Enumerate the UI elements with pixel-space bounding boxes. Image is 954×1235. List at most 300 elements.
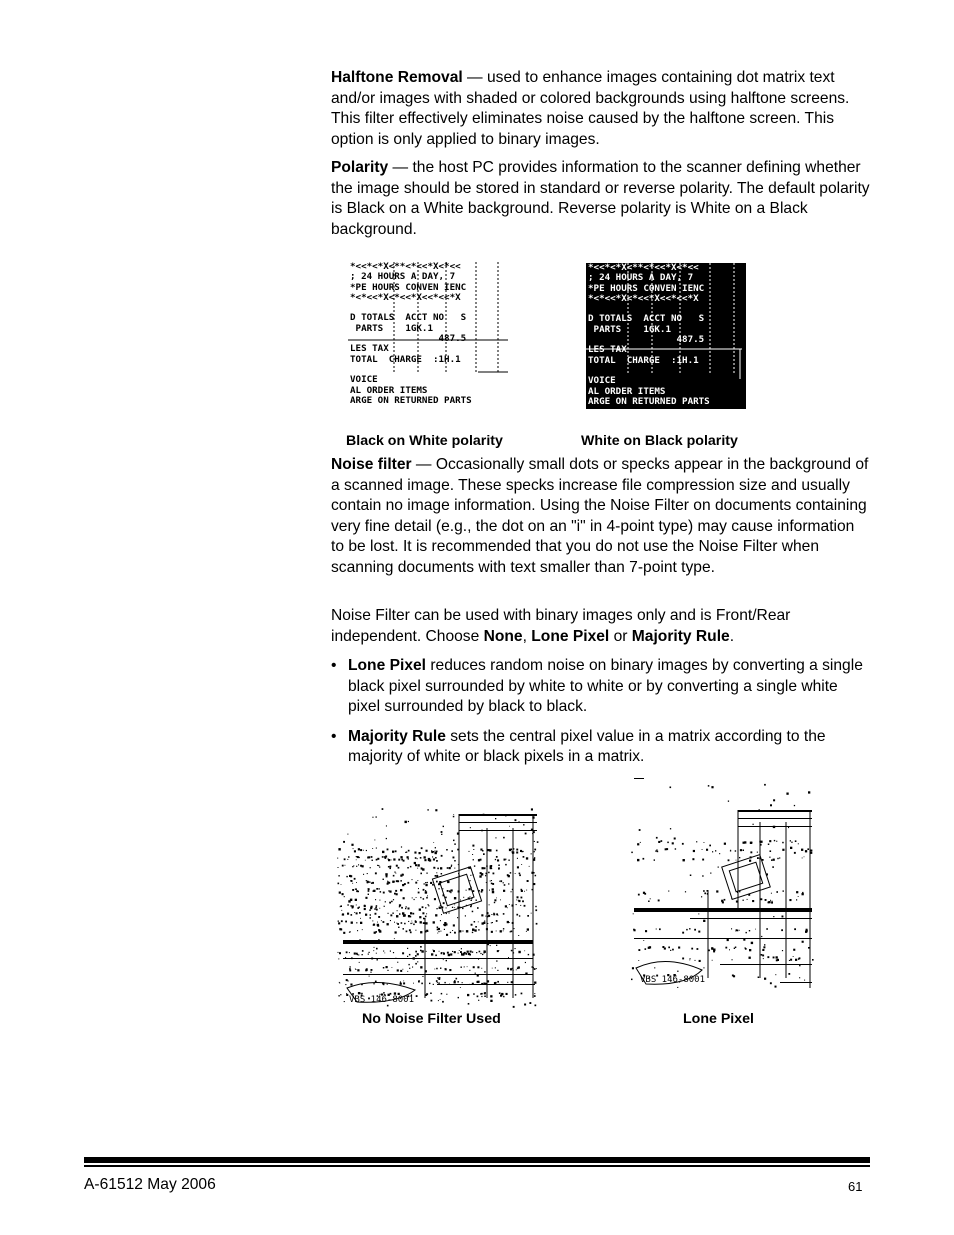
noise-speck bbox=[782, 950, 783, 951]
noise-speck bbox=[532, 889, 533, 890]
noise-speck bbox=[740, 849, 742, 851]
noise-speck bbox=[685, 891, 686, 892]
noise-speck bbox=[445, 968, 447, 970]
noise-speck bbox=[412, 923, 413, 924]
noise-filter-paragraph bbox=[331, 455, 871, 578]
noise-speck bbox=[383, 967, 385, 969]
noise-speck bbox=[470, 880, 471, 881]
noise-speck bbox=[706, 849, 708, 851]
noise-speck bbox=[532, 816, 534, 818]
noise-speck bbox=[716, 890, 718, 892]
noise-speck bbox=[682, 908, 684, 910]
noise-speck bbox=[484, 921, 485, 922]
noise-speck bbox=[408, 858, 409, 859]
noise-speck bbox=[674, 838, 676, 840]
noise-speck bbox=[492, 968, 493, 969]
noise-speck bbox=[518, 935, 519, 936]
noise-speck bbox=[682, 932, 684, 934]
noise-speck bbox=[340, 929, 342, 931]
noise-speck bbox=[495, 859, 496, 860]
noise-speck bbox=[477, 996, 479, 998]
noise-speck bbox=[728, 859, 730, 861]
noise-speck bbox=[382, 851, 384, 853]
halftone-term: Halftone Removal bbox=[331, 69, 463, 86]
noise-speck bbox=[638, 960, 639, 961]
noise-speck bbox=[453, 924, 455, 926]
noise-speck bbox=[795, 840, 797, 842]
noise-speck bbox=[437, 933, 438, 934]
noise-speck bbox=[777, 959, 779, 961]
noise-speck bbox=[415, 864, 417, 866]
noise-speck bbox=[376, 816, 377, 817]
noise-speck bbox=[346, 876, 347, 877]
noise-speck bbox=[722, 901, 724, 903]
noise-speck bbox=[643, 892, 645, 894]
noise-speck bbox=[365, 897, 367, 899]
scanned-form-clean bbox=[630, 778, 814, 992]
noise-speck bbox=[353, 848, 354, 849]
noise-speck bbox=[360, 865, 362, 867]
noise-speck bbox=[416, 995, 418, 997]
noise-speck bbox=[482, 954, 483, 955]
noise-speck bbox=[382, 982, 384, 984]
noise-speck bbox=[344, 858, 346, 860]
noise-speck bbox=[810, 852, 812, 854]
noise-speck bbox=[512, 922, 514, 924]
noise-speck bbox=[769, 840, 771, 842]
noise-speck bbox=[747, 899, 748, 900]
bullet-majority-rule bbox=[331, 727, 871, 768]
noise-speck bbox=[458, 953, 459, 954]
noise-speck bbox=[443, 953, 445, 955]
noise-speck bbox=[463, 897, 464, 898]
noise-speck bbox=[743, 900, 744, 901]
noise-speck bbox=[427, 931, 428, 932]
noise-speck bbox=[426, 951, 427, 952]
separator-or: or bbox=[609, 627, 632, 645]
noise-speck bbox=[490, 865, 492, 867]
noise-speck bbox=[743, 939, 745, 941]
noise-speck bbox=[443, 952, 444, 953]
noise-speck bbox=[531, 913, 532, 914]
noise-speck bbox=[771, 893, 772, 894]
noise-speck bbox=[386, 876, 388, 878]
noise-speck bbox=[527, 915, 529, 917]
noise-speck bbox=[794, 805, 795, 806]
noise-speck bbox=[345, 921, 347, 923]
noise-speck bbox=[350, 984, 352, 986]
noise-speck bbox=[356, 859, 357, 860]
noise-speck bbox=[497, 981, 499, 983]
noise-speck bbox=[351, 914, 353, 916]
noise-speck bbox=[382, 808, 384, 810]
noise-speck bbox=[515, 994, 517, 996]
halftone-dash: — bbox=[462, 69, 487, 86]
noise-speck bbox=[691, 948, 693, 950]
halftone-text: used to enhance images containing dot matrix text and/or images with shaded or colored backgrounds using halftone screens. This filter effectively eliminates noise caused by the halftone screen. This option is only applied to binary images. bbox=[331, 69, 850, 148]
noise-speck bbox=[499, 881, 500, 882]
noise-speck bbox=[510, 872, 512, 874]
noise-speck bbox=[486, 865, 488, 867]
noise-speck bbox=[356, 866, 357, 867]
noise-speck bbox=[462, 908, 463, 909]
noise-speck bbox=[469, 954, 471, 956]
noise-speck bbox=[477, 907, 479, 909]
noise-speck bbox=[495, 967, 496, 968]
noise-speck bbox=[535, 1005, 537, 1007]
noise-speck bbox=[342, 893, 344, 895]
noise-speck bbox=[802, 893, 804, 895]
noise-speck bbox=[437, 868, 439, 870]
noise-speck bbox=[751, 942, 753, 944]
noise-speck bbox=[433, 950, 434, 951]
noise-speck bbox=[410, 932, 412, 934]
noise-speck bbox=[672, 842, 674, 844]
noise-speck bbox=[437, 982, 438, 983]
noise-speck bbox=[400, 880, 402, 882]
noise-speck bbox=[473, 966, 475, 968]
noise-speck bbox=[442, 888, 443, 889]
noise-speck bbox=[765, 899, 767, 901]
noise-speck bbox=[516, 914, 518, 916]
noise-speck bbox=[796, 899, 797, 900]
noise-speck bbox=[791, 842, 792, 843]
noise-speck bbox=[339, 952, 341, 954]
noise-speck bbox=[436, 968, 438, 970]
noise-speck bbox=[394, 872, 395, 873]
noise-speck bbox=[382, 856, 384, 858]
bullet-text: reduces random noise on binary images by converting a single black pixel surrounded by white to white or by converting a single white pixel surrounded by black to black. bbox=[348, 657, 863, 715]
noise-speck bbox=[492, 922, 493, 923]
noise-speck bbox=[798, 843, 799, 844]
noise-speck bbox=[395, 873, 396, 874]
noise-speck bbox=[659, 928, 661, 930]
noise-speck bbox=[757, 852, 758, 853]
noise-speck bbox=[433, 842, 434, 843]
noise-speck bbox=[367, 873, 368, 874]
noise-speck bbox=[657, 851, 659, 853]
noise-speck bbox=[798, 896, 799, 897]
noise-speck bbox=[709, 845, 711, 847]
noise-speck bbox=[806, 930, 808, 932]
noise-speck bbox=[773, 916, 774, 917]
noise-speck bbox=[409, 929, 411, 931]
noise-speck bbox=[359, 939, 361, 941]
noise-options-paragraph bbox=[331, 606, 871, 647]
noise-speck bbox=[359, 912, 361, 914]
noise-speck bbox=[703, 920, 705, 922]
noise-speck bbox=[368, 890, 370, 892]
noise-speck bbox=[373, 950, 374, 951]
noise-speck bbox=[387, 1005, 389, 1007]
noise-speck bbox=[487, 912, 488, 913]
noise-speck bbox=[362, 950, 364, 952]
noise-speck bbox=[736, 901, 738, 903]
noise-speck bbox=[340, 905, 342, 907]
noise-speck bbox=[697, 948, 699, 950]
noise-speck bbox=[488, 872, 490, 874]
noise-speck bbox=[356, 912, 358, 914]
noise-speck bbox=[449, 867, 451, 869]
noise-speck bbox=[375, 913, 377, 915]
noise-speck bbox=[446, 960, 447, 961]
noise-speck bbox=[435, 809, 437, 811]
noise-speck bbox=[711, 947, 713, 949]
noise-speck bbox=[438, 982, 440, 984]
noise-speck bbox=[383, 992, 385, 994]
noise-speck bbox=[414, 899, 415, 900]
noise-speck bbox=[519, 915, 520, 916]
noise-speck bbox=[436, 980, 438, 982]
noise-speck bbox=[503, 930, 504, 931]
noise-speck bbox=[419, 852, 421, 854]
noise-speck bbox=[373, 890, 375, 892]
noise-speck bbox=[369, 952, 370, 953]
noise-speck bbox=[428, 904, 429, 905]
noise-speck bbox=[454, 860, 456, 862]
black-on-white-image bbox=[348, 262, 518, 408]
noise-speck bbox=[402, 952, 404, 954]
noise-speck bbox=[494, 982, 496, 984]
noise-speck bbox=[534, 993, 535, 994]
noise-text: Occasionally small dots or specks appear in the background of a scanned image. These specks increase file compression size and usually contain no image information. Using the Noise Filter on documents containing very fine detail (e.g., the dot on an "i" in 4-point type) may cause information to be lost. It is recommended that you do not use the Noise Filter when scanning documents with text smaller than 7-point type. bbox=[331, 456, 869, 576]
noise-speck bbox=[417, 961, 418, 962]
noise-speck bbox=[790, 959, 792, 961]
noise-speck bbox=[425, 970, 427, 972]
noise-speck bbox=[376, 909, 378, 911]
caption-no-noise-filter: No Noise Filter Used bbox=[362, 1011, 501, 1027]
noise-speck bbox=[410, 916, 412, 918]
noise-speck bbox=[389, 891, 391, 893]
noise-speck bbox=[441, 906, 443, 908]
noise-speck bbox=[373, 924, 374, 925]
noise-speck bbox=[517, 866, 519, 868]
noise-speck bbox=[434, 969, 435, 970]
period: . bbox=[729, 627, 735, 645]
noise-speck bbox=[431, 850, 432, 851]
noise-speck bbox=[533, 883, 535, 885]
noise-speck bbox=[493, 873, 495, 875]
noise-speck bbox=[485, 875, 486, 876]
receipt-text-inverted: *<<*<*X<**<*<<*X<*<< ; 24 HOURS A DAY, 7 *PE HOURS CONVEN IENC *<*<<*X<*<<*X<<*<<*X D TOTALS ACCT NO S PARTS 1GK.1 487.5 LES TAX TOTAL CHARGE :1H.1 VOICE AL ORDER ITEMS ARGE ON RETURNED PARTS bbox=[588, 263, 710, 407]
noise-speck bbox=[503, 928, 504, 929]
noise-speck bbox=[410, 912, 412, 914]
noise-speck bbox=[374, 840, 375, 841]
noise-speck bbox=[472, 854, 473, 855]
noise-speck bbox=[345, 957, 346, 958]
noise-speck bbox=[388, 882, 390, 884]
noise-speck bbox=[394, 893, 396, 895]
noise-speck bbox=[464, 966, 465, 967]
noise-speck bbox=[356, 856, 357, 857]
noise-speck bbox=[438, 884, 440, 886]
noise-speck bbox=[793, 956, 794, 957]
noise-speck bbox=[702, 875, 703, 876]
noise-speck bbox=[428, 858, 430, 860]
noise-speck bbox=[396, 865, 398, 867]
noise-speck bbox=[776, 956, 778, 958]
noise-speck bbox=[401, 859, 403, 861]
noise-speck bbox=[480, 953, 481, 954]
noise-speck bbox=[514, 928, 515, 929]
footer-rule-thin bbox=[84, 1165, 870, 1167]
noise-speck bbox=[523, 856, 525, 858]
noise-speck bbox=[360, 849, 362, 851]
noise-speck bbox=[498, 865, 500, 867]
noise-speck bbox=[480, 993, 482, 995]
noise-speck bbox=[733, 975, 735, 977]
noise-speck bbox=[338, 848, 340, 850]
noise-speck bbox=[398, 859, 400, 861]
noise-speck bbox=[356, 905, 357, 906]
noise-speck bbox=[409, 968, 410, 969]
noise-speck bbox=[521, 890, 523, 892]
noise-speck bbox=[484, 996, 486, 998]
noise-speck bbox=[458, 890, 460, 892]
noise-speck bbox=[513, 1006, 515, 1008]
noise-speck bbox=[383, 951, 384, 952]
footer-doc-id: A-61512 May 2006 bbox=[84, 1176, 216, 1193]
noise-speck bbox=[500, 880, 502, 882]
noise-speck bbox=[438, 1000, 439, 1001]
noise-speck bbox=[421, 950, 423, 952]
noise-speck bbox=[364, 905, 366, 907]
noise-speck bbox=[475, 926, 477, 928]
noise-speck bbox=[631, 979, 633, 981]
noise-speck bbox=[762, 949, 764, 951]
noise-speck bbox=[509, 922, 510, 923]
noise-speck bbox=[432, 884, 434, 886]
noise-speck bbox=[694, 929, 696, 931]
noise-speck bbox=[643, 940, 644, 941]
noise-speck bbox=[481, 968, 482, 969]
noise-speck bbox=[401, 907, 403, 909]
noise-speck bbox=[395, 931, 397, 933]
noise-speck bbox=[436, 881, 438, 883]
noise-speck bbox=[683, 859, 685, 861]
noise-term: Noise filter bbox=[331, 456, 412, 473]
noise-speck bbox=[436, 872, 437, 873]
noise-speck bbox=[417, 864, 419, 866]
noise-speck bbox=[789, 899, 791, 901]
noise-speck bbox=[473, 849, 474, 850]
noise-speck bbox=[341, 884, 342, 885]
noise-speck bbox=[449, 984, 450, 985]
noise-speck bbox=[407, 882, 409, 884]
noise-speck bbox=[504, 859, 506, 861]
noise-speck bbox=[417, 868, 418, 869]
noise-options-text: Noise Filter can be used with binary images only and is Front/Rear independent. Choose bbox=[331, 607, 791, 645]
noise-speck bbox=[524, 1004, 526, 1006]
noise-speck bbox=[433, 921, 435, 923]
noise-speck bbox=[518, 900, 519, 901]
noise-speck bbox=[388, 858, 389, 859]
noise-speck bbox=[386, 966, 388, 968]
noise-speck bbox=[423, 922, 425, 924]
noise-speck bbox=[516, 900, 517, 901]
noise-speck bbox=[735, 931, 736, 932]
noise-speck bbox=[774, 840, 775, 841]
noise-speck bbox=[518, 822, 520, 824]
noise-speck bbox=[478, 929, 479, 930]
noise-speck bbox=[338, 867, 339, 868]
noise-speck bbox=[472, 932, 473, 933]
noise-speck bbox=[453, 816, 455, 818]
noise-speck bbox=[496, 898, 497, 899]
noise-speck bbox=[393, 875, 395, 877]
noise-speck bbox=[532, 833, 533, 834]
noise-speck bbox=[407, 971, 408, 972]
noise-speck bbox=[715, 850, 716, 851]
noise-speck bbox=[397, 923, 399, 925]
noise-speck bbox=[724, 843, 726, 845]
noise-speck bbox=[658, 841, 660, 843]
noise-speck bbox=[389, 902, 391, 904]
noise-speck bbox=[481, 891, 483, 893]
noise-speck bbox=[494, 899, 496, 901]
separator: , bbox=[522, 627, 532, 645]
noise-speck bbox=[407, 856, 409, 858]
noise-speck bbox=[481, 996, 482, 997]
noise-speck bbox=[471, 900, 472, 901]
noise-speck bbox=[472, 929, 474, 931]
noise-speck bbox=[521, 897, 523, 899]
noise-speck bbox=[379, 900, 380, 901]
noise-speck bbox=[469, 970, 470, 971]
noise-speck bbox=[344, 1001, 345, 1002]
noise-speck bbox=[509, 826, 510, 827]
noise-speck bbox=[703, 967, 704, 968]
noise-speck bbox=[395, 890, 397, 892]
noise-speck bbox=[473, 859, 474, 860]
noise-speck bbox=[534, 982, 536, 984]
noise-speck bbox=[499, 984, 500, 985]
noise-speck bbox=[526, 890, 527, 891]
noise-speck bbox=[511, 981, 513, 983]
noise-speck bbox=[352, 866, 353, 867]
noise-speck bbox=[395, 850, 397, 852]
noise-speck bbox=[767, 956, 769, 958]
noise-speck bbox=[469, 984, 470, 985]
noise-speck bbox=[358, 891, 360, 893]
noise-speck bbox=[403, 914, 405, 916]
noise-speck bbox=[377, 858, 379, 860]
noise-speck bbox=[735, 947, 737, 949]
noise-speck bbox=[372, 817, 373, 818]
noise-speck bbox=[357, 856, 359, 858]
noise-speck bbox=[640, 842, 641, 843]
noise-speck bbox=[362, 954, 363, 955]
noise-speck bbox=[357, 930, 358, 931]
noise-speck bbox=[370, 972, 371, 973]
noise-speck bbox=[465, 915, 466, 916]
noise-speck bbox=[394, 922, 395, 923]
noise-speck bbox=[406, 906, 407, 907]
noise-speck bbox=[372, 848, 373, 849]
noise-speck bbox=[443, 959, 444, 960]
noise-speck bbox=[376, 859, 378, 861]
noise-speck bbox=[440, 931, 441, 932]
noise-speck bbox=[396, 893, 398, 895]
noise-speck bbox=[425, 891, 427, 893]
noise-speck bbox=[341, 920, 343, 922]
noise-speck bbox=[380, 891, 382, 893]
noise-speck bbox=[692, 858, 694, 860]
noise-speck bbox=[420, 857, 422, 859]
noise-speck bbox=[776, 841, 777, 842]
noise-speck bbox=[441, 952, 442, 953]
noise-speck bbox=[358, 864, 359, 865]
